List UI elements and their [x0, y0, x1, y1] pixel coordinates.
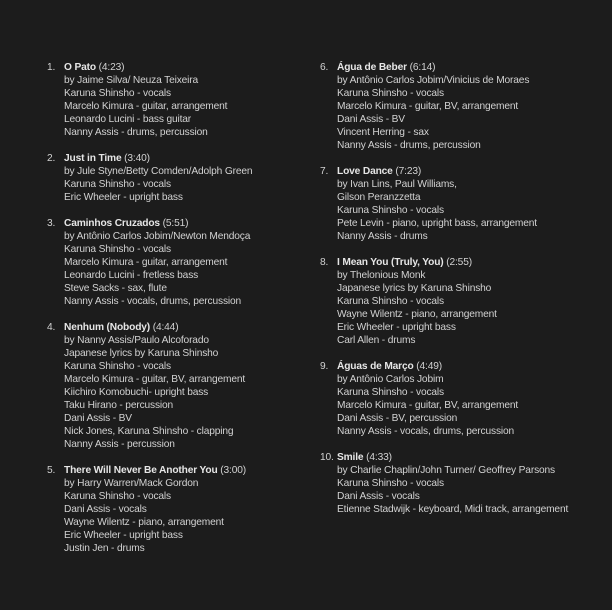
- track-list-left-column: [47, 61, 312, 555]
- credit-line: Dani Assis - vocals: [64, 504, 147, 515]
- track-heading: [337, 451, 605, 464]
- track-duration: (2:55): [446, 257, 472, 268]
- credit-line: Marcelo Kimura - guitar, BV, arrangement: [337, 400, 519, 411]
- credit-line: Leonardo Lucini - fretless bass: [64, 270, 199, 281]
- track-title: O Pato: [64, 62, 96, 73]
- credit-line: Nanny Assis - vocals, drums, percussion: [64, 296, 242, 307]
- credit-line: Dani Assis - BV, percussion: [337, 413, 458, 424]
- track-duration: (3:40): [124, 153, 150, 164]
- credit-line: Vincent Herring - sax: [337, 127, 429, 138]
- credit-line: Karuna Shinsho - vocals: [337, 296, 444, 307]
- track-title: Águas de Março: [337, 361, 414, 372]
- credit-line: Karuna Shinsho - vocals: [337, 205, 444, 216]
- track-title: I Mean You (Truly, You): [337, 257, 444, 268]
- track-entry: [320, 61, 605, 152]
- credit-line: Karuna Shinsho - vocals: [64, 88, 171, 99]
- track-duration: (5:51): [162, 218, 189, 229]
- track-heading: [337, 256, 605, 269]
- credit-line: by Jaime Silva/ Neuza Teixeira: [64, 75, 199, 86]
- credit-line: Nanny Assis - drums: [337, 231, 428, 242]
- track-duration: (7:23): [395, 166, 422, 177]
- track-entry: [320, 256, 605, 347]
- track-entry: [47, 217, 312, 308]
- track-title: Água de Beber: [337, 62, 407, 73]
- track-number: 8.: [320, 257, 329, 268]
- credit-line: by Charlie Chaplin/John Turner/ Geoffrey Parsons: [337, 465, 555, 476]
- track-duration: (6:14): [409, 62, 436, 73]
- credit-line: by Harry Warren/Mack Gordon: [64, 478, 199, 489]
- credit-line: by Antônio Carlos Jobim: [337, 374, 444, 385]
- track-number: 1.: [47, 62, 56, 73]
- credit-line: Nick Jones, Karuna Shinsho - clapping: [64, 426, 234, 437]
- track-title: There Will Never Be Another You: [64, 465, 218, 476]
- credit-line: Japanese lyrics by Karuna Shinsho: [337, 283, 492, 294]
- track-entry: [320, 451, 605, 516]
- track-heading: [337, 360, 605, 373]
- track-entry: [47, 61, 312, 139]
- credit-line: by Antônio Carlos Jobim/Newton Mendoça: [64, 231, 251, 242]
- credit-line: Karuna Shinsho - vocals: [337, 88, 444, 99]
- track-number: 7.: [320, 166, 329, 177]
- credit-line: Gilson Peranzzetta: [337, 192, 421, 203]
- track-heading: [64, 152, 312, 165]
- track-entry: [47, 464, 312, 555]
- credit-line: Karuna Shinsho - vocals: [64, 179, 171, 190]
- track-title: Nenhum (Nobody): [64, 322, 151, 333]
- credit-line: by Thelonious Monk: [337, 270, 426, 281]
- credit-line: Pete Levin - piano, upright bass, arrangement: [337, 218, 537, 229]
- track-list-right-column: [320, 61, 605, 516]
- credit-line: Marcelo Kimura - guitar, BV, arrangement: [337, 101, 519, 112]
- track-heading: [64, 61, 312, 74]
- track-number: 5.: [47, 465, 56, 476]
- credit-line: Eric Wheeler - upright bass: [64, 530, 183, 541]
- credit-line: Marcelo Kimura - guitar, BV, arrangement: [64, 374, 246, 385]
- credit-line: Karuna Shinsho - vocals: [64, 244, 171, 255]
- credit-line: Karuna Shinsho - vocals: [337, 478, 444, 489]
- track-number: 2.: [47, 153, 56, 164]
- credit-line: Japanese lyrics by Karuna Shinsho: [64, 348, 219, 359]
- credit-line: Dani Assis - BV: [337, 114, 405, 125]
- credit-line: Etienne Stadwijk - keyboard, Midi track, arrangement: [337, 504, 569, 515]
- credit-line: Wayne Wilentz - piano, arrangement: [64, 517, 224, 528]
- track-heading: [64, 464, 312, 477]
- credit-line: by Jule Styne/Betty Comden/Adolph Green: [64, 166, 253, 177]
- credit-line: Nanny Assis - percussion: [64, 439, 175, 450]
- track-entry: [47, 152, 312, 204]
- credit-line: Eric Wheeler - upright bass: [64, 192, 183, 203]
- track-heading: [64, 217, 312, 230]
- track-number: 4.: [47, 322, 56, 333]
- track-heading: [337, 61, 605, 74]
- track-number: 9.: [320, 361, 329, 372]
- credit-line: Dani Assis - BV: [64, 413, 132, 424]
- track-number: 3.: [47, 218, 56, 229]
- credit-line: Nanny Assis - drums, percussion: [64, 127, 208, 138]
- credit-line: Leonardo Lucini - bass guitar: [64, 114, 192, 125]
- track-entry: [320, 360, 605, 438]
- track-title: Just in Time: [64, 153, 122, 164]
- track-duration: (4:44): [152, 322, 179, 333]
- credit-line: Dani Assis - vocals: [337, 491, 420, 502]
- credit-line: by Nanny Assis/Paulo Alcoforado: [64, 335, 209, 346]
- credit-line: Eric Wheeler - upright bass: [337, 322, 456, 333]
- credit-line: by Ivan Lins, Paul Williams,: [337, 179, 457, 190]
- track-heading: [337, 165, 605, 178]
- credit-line: by Antônio Carlos Jobim/Vinicius de Moraes: [337, 75, 530, 86]
- credit-line: Kiichiro Komobuchi- upright bass: [64, 387, 209, 398]
- credit-line: Taku Hirano - percussion: [64, 400, 174, 411]
- track-duration: (4:49): [416, 361, 442, 372]
- track-number: 10.: [320, 452, 334, 463]
- credit-line: Marcelo Kimura - guitar, arrangement: [64, 257, 228, 268]
- track-entry: [47, 321, 312, 451]
- track-number: 6.: [320, 62, 329, 73]
- track-heading: [64, 321, 312, 334]
- track-entry: [320, 165, 605, 243]
- credit-line: Karuna Shinsho - vocals: [64, 361, 171, 372]
- track-duration: (3:00): [220, 465, 246, 476]
- credit-line: Karuna Shinsho - vocals: [64, 491, 171, 502]
- credit-line: Nanny Assis - drums, percussion: [337, 140, 481, 151]
- track-duration: (4:23): [98, 62, 125, 73]
- credit-line: Marcelo Kimura - guitar, arrangement: [64, 101, 228, 112]
- credit-line: Steve Sacks - sax, flute: [64, 283, 167, 294]
- credit-line: Karuna Shinsho - vocals: [337, 387, 444, 398]
- credit-line: Justin Jen - drums: [64, 543, 145, 554]
- track-title: Caminhos Cruzados: [64, 218, 160, 229]
- track-duration: (4:33): [366, 452, 392, 463]
- credit-line: Wayne Wilentz - piano, arrangement: [337, 309, 497, 320]
- credit-line: Nanny Assis - vocals, drums, percussion: [337, 426, 515, 437]
- credit-line: Carl Allen - drums: [337, 335, 416, 346]
- track-title: Love Dance: [337, 166, 393, 177]
- track-title: Smile: [337, 452, 364, 463]
